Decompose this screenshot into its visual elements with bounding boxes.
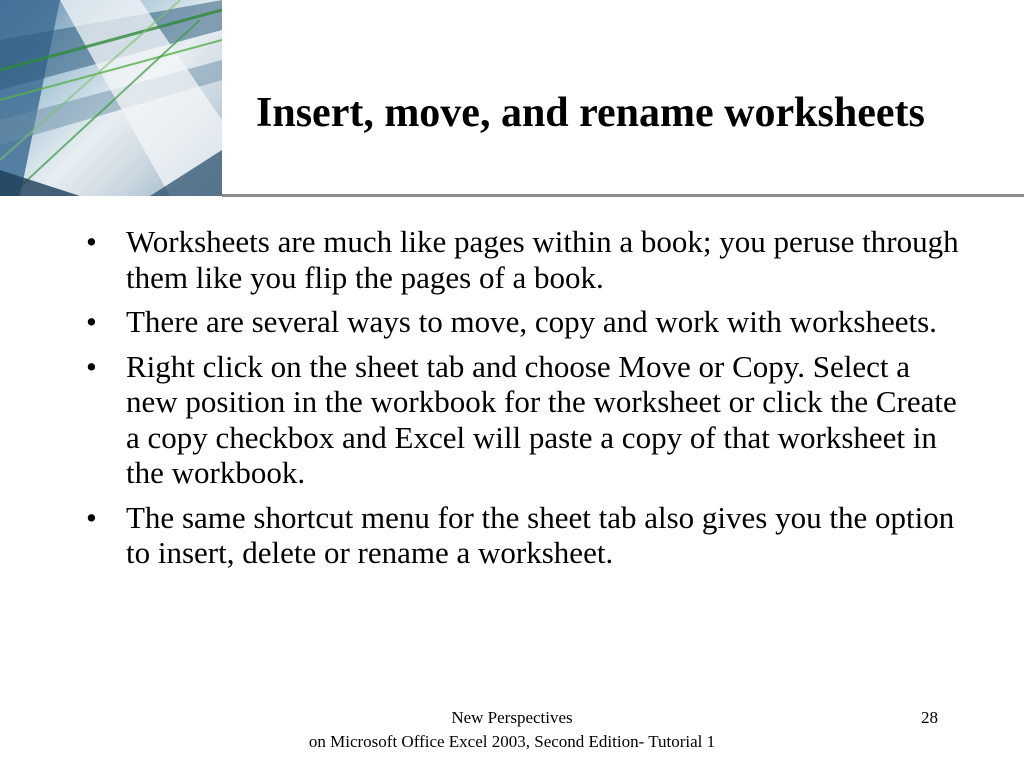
bullet-text: The same shortcut menu for the sheet tab also gives you the option to insert, delete or rename a worksheet. [126,499,955,570]
bullet-list [80,224,960,580]
bullet-glyph: • [86,499,97,535]
footer-line-2: on Microsoft Office Excel 2003, Second Edition- Tutorial 1 [308,732,716,751]
footer-caption [0,706,1024,754]
footer-line-1: New Perspectives [451,708,573,727]
bullet-glyph: • [86,224,97,259]
bullet-text: Right click on the sheet tab and choose Move or Copy. Select a new position in the workbook for the worksheet or click the Create a copy checkbox and Excel will paste a copy of that worksheet in the workbook. [126,348,957,490]
bullet-item [80,224,960,295]
bullet-text: Worksheets are much like pages within a book; you peruse through them like you flip the pages of a book. [126,224,959,295]
slide-title: Insert, move, and rename worksheets [256,90,925,136]
bullet-glyph: • [86,348,97,384]
title-divider [222,194,1024,197]
bullet-item [80,304,960,340]
bullet-item [80,349,960,491]
bullet-glyph: • [86,304,97,339]
page-number: 28 [921,708,938,727]
bullet-text: There are several ways to move, copy and work with worksheets. [126,304,937,339]
bullet-item [80,500,960,571]
header-architecture-image [0,0,222,196]
